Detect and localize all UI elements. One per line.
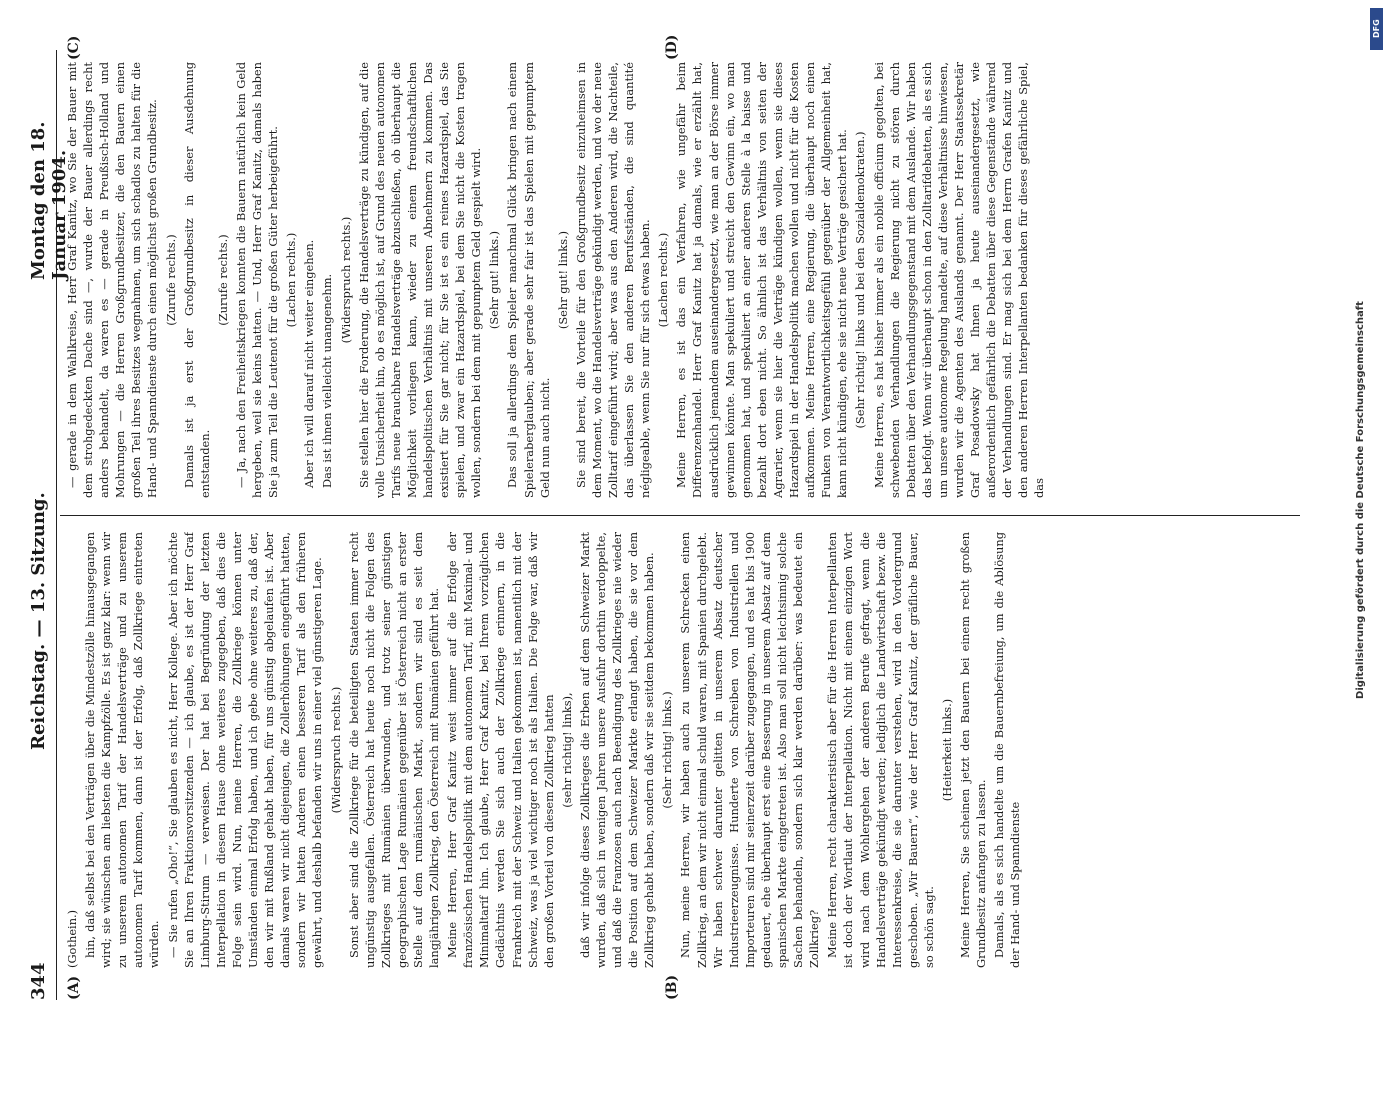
- interjection: (Lachen rechts.): [284, 232, 299, 328]
- interjection: (sehr richtig! links),: [559, 692, 574, 808]
- interjection: (Widerspruch rechts.): [338, 216, 353, 344]
- interjection: (Heiterkeit links.): [939, 698, 954, 802]
- interjection: (Sehr gut! links.): [487, 230, 502, 330]
- margin-mark-b: (B): [664, 974, 680, 1000]
- running-header: [24, 50, 70, 1000]
- paragraph: Sie sind bereit, die Vorteile für den Großgrundbesitz einzuheimsen in dem Moment, wo die Handelsverträge gekündigt werden, und wo der neue Zolltarif eingeführt wird; aber was aus den Anderen wird, die Nachteile, das überlassen Sie den anderen Berufsständen, die sind quantité négligeable, wenn Sie nur für sich etwas haben.: [573, 62, 653, 498]
- column-divider: [60, 515, 1300, 516]
- interjection: (Zurufe rechts.): [215, 234, 230, 326]
- paragraph: — gerade in dem Wahlkreise, Herr Graf Kanitz, wo Sie der Bauer mit dem strohgedeckten Dache sind —, wurde der Bauer allerdings recht anders behandelt, da waren es — gerade in Preußisch-Holland und Mohrungen — die Herren Großgrundbesitzer, die den Bauern einen großen Teil ihres Besitzes wegnahmen, um sich schadlos zu halten für die Hand- und Spanndienste durch einen möglichst großen Grundbesitz.: [65, 62, 160, 498]
- paragraph: Meine Herren, Herr Graf Kanitz weist immer auf die Erfolge der französischen Handelspolitik mit dem autonomen Tarif, mit Maximal- und Minimaltarif hin. Ich glaube, Herr Graf Kanitz, bei Ihrem vorzüglichen Gedächtnis werden Sie sich auch der Zollkriege erinnern, in die Frankreich mit der Schweiz und Italien gekommen ist, namentlich mit der Schweiz, was ja viel wichtiger noch ist als Italien. Die Folge war, daß wir den großen Vorteil von diesem Zollkrieg hatten: [445, 532, 556, 968]
- paragraph: hin, daß selbst bei den Verträgen über die Mindestzölle hinausgegangen wird; sie wünschen am liebsten die Kampfzölle. Es ist ganz klar: wenn wir zu unserem autonomen Tarif der Handelsverträge und zu unserem autonomen Tarif kommen, dann ist der Erfolg, daß Zollkriege eintreten würden.: [83, 532, 162, 968]
- header-date: Montag den 18. Januar 1904.: [28, 121, 70, 280]
- paragraph: — Ja, nach den Freiheitskriegen konnten die Bauern natürlich kein Geld hergeben, weil sie keins hatten. — Und, Herr Graf Kanitz, damals haben Sie ja zum Teil die Leutenot für die großen Güter herbeigeführt.: [233, 62, 281, 498]
- paragraph: Meine Herren, es ist das ein Verfahren, wie ungefähr beim Differenzenhandel. Herr Graf Kanitz hat ja damals, wie er erzählt hat, ausdrücklich jemandem auseinandergesetzt, wie man an der Börse immer gewinnen könnte. Man spekuliert und streicht den Gewinn ein, wo man genommen hat, und spekuliert an einer anderen Stelle à la baisse und bezahlt dort eben nicht. So ähnlich ist das Verhältnis von seiten der Agrarier, wenn sie hier die Verträge kündigen wollen, wenn sie dieses Hazardspiel in der Handelspolitik machen wollen und nicht für die Kosten aufkommen. Meine Herren, eine Regierung, die überhaupt noch einen Funken von Verantwortlichkeitsgefühl gegenüber der Allgemeinheit hat, kann nicht kündigen, ehe sie nicht neue Verträge gesichert hat.: [674, 62, 850, 498]
- paragraph: — Sie rufen „Oho!“, Sie glauben es nicht, Herr Kollege. Aber ich möchte Sie an Ihren Fraktionsvorsitzenden — ich glaube, es ist der Herr Graf Limburg-Stirum — verweisen. Der hat bei Begründung der letzten Interpellation in diesem Hause ohne weiteres zugegeben, daß dies die Folge sein wird. Nun, meine Herren, die Zollkriege können unter Umständen einmal Erfolg haben, und ich gebe ohne weiteres zu, daß der, den wir mit Rußland gehabt haben, für uns günstig abgelaufen ist. Aber damals waren wir nicht diejenigen, die Zollerhöhungen eingeführt hatten, sondern wir hatten Anderen einen besseren Tarif als den früheren gewährt, und deshalb befanden wir uns in einer viel günstigeren Lage.: [165, 532, 325, 968]
- paragraph: Damals ist ja erst der Großgrundbesitz in dieser Ausdehnung entstanden.: [181, 62, 212, 498]
- margin-mark-c: (C): [66, 35, 82, 60]
- interjection: (Widerspruch rechts.): [328, 686, 343, 814]
- paragraph: Meine Herren, Sie scheinen jetzt den Bauern bei einem recht großen Grundbesitz anfangen zu lassen.: [958, 532, 989, 968]
- paragraph: Nun, meine Herren, wir haben auch zu unserem Schrecken einen Zollkrieg, an dem wir nicht einmal schuld waren, mit Spanien durchgelebt. Wir haben schwer darunter gelitten in unserem Absatz deutscher Industrieerzeugnisse. Hunderte von Schreiben von Industriellen und Importeuren sind mir seinerzeit darüber zugegangen, und es hat bis 1900 gedauert, ehe überhaupt erst eine Besserung in unserem Absatz auf dem spanischen Markte eingetreten ist. Also man soll nicht leichtsinnig solche Sachen behandeln, sondern sich klar werden darüber: was bedeutet ein Zollkrieg?: [678, 532, 822, 968]
- margin-mark-d: (D): [664, 34, 680, 60]
- margin-mark-a: (A): [66, 975, 82, 1000]
- page-number: 344: [28, 962, 49, 1000]
- interjection: (Sehr richtig! links.): [660, 691, 675, 809]
- right-text-column: [64, 62, 1294, 498]
- paragraph: Meine Herren, es hat bisher immer als ein nobile officium gegolten, bei schwebenden Verhandlungen die Regierung nicht zu stören durch Debatten über den Verhandlungsgegenstand mit dem Auslande. Wir haben das befolgt. Wenn wir überhaupt schon in den Zolltarifdebatten, als es sich um unsere autonome Regelung handelte, auf diese Verhältnisse hinwiesen, wurden wir die Agenten des Auslands genannt. Der Herr Staatssekretär Graf Posadowsky hat Ihnen ja heute auseinandergesetzt, wie außerordentlich gefährlich die Debatten über diese Gegenstände während der Verhandlungen sind. Er mag sich bei dem Herrn Grafen Kanitz und den anderen Herren Interpellanten bedanken für dieses gefährliche Spiel, das: [871, 62, 1047, 498]
- paragraph: Sonst aber sind die Zollkriege für die beteiligten Staaten immer recht ungünstig ausgefallen. Österreich hat heute noch nicht die Folgen des Zollkrieges mit Rumänien überwunden, und trotz seiner günstigen geographischen Lage Rumänien gegenüber ist Österreich nicht an erster Stelle auf dem rumänischen Markt, sondern wir sind es seit dem langjährigen Zollkrieg, den Österreich mit Rumänien geführt hat.: [346, 532, 442, 968]
- interjection: (Sehr richtig! links und bei den Sozialdemokraten.): [853, 131, 868, 429]
- dfg-logo: DFG: [1370, 8, 1383, 50]
- document-page: [24, 34, 1354, 1000]
- interjection: (Zurufe rechts.): [163, 234, 178, 326]
- header-title: Reichstag. — 13. Sitzung.: [28, 492, 49, 750]
- speaker-name: (Gothein.): [65, 909, 79, 968]
- interjection: (Lachen rechts.): [656, 232, 671, 328]
- paragraph: Das ist ihnen vielleicht unangenehm.: [320, 273, 335, 488]
- paragraph: Das soll ja allerdings dem Spieler manchmal Glück bringen nach einem Spieleraberglauben; aber gerade sehr fair ist das Spielen mit gepumptem Geld nun auch nicht.: [505, 62, 552, 498]
- interjection: (Sehr gut! links.): [555, 230, 570, 330]
- paragraph: Sie stellen hier die Forderung, die Handelsverträge zu kündigen, auf die volle Unsicherheit hin, ob es möglich ist, auf Grund des neuen autonomen Tarifs neue brauchbare Handelsverträge abzuschließen, ob überhaupt die Möglichkeit vorliegen kann, wieder zu einem freundschaftlichen handelspolitischen Verhältnis mit unseren Abnehmern zu kommen. Das existiert für Sie gar nicht; für Sie ist es ein reines Hazardspiel, das Sie spielen, und zwar ein Hazardspiel, bei dem Sie nicht die Kosten tragen wollen, sondern bei dem mit gepumptem Geld gespielt wird.: [356, 62, 484, 498]
- paragraph: Aber ich will darauf nicht weiter eingehen.: [302, 239, 317, 488]
- paragraph: Damals, als es sich handelte um die Bauernbefreiung, um die Ablösung der Hand- und Spanndienste: [992, 532, 1023, 968]
- digitization-credit: Digitalisierung gefördert durch die Deutsche Forschungsgemeinschaft: [1355, 301, 1366, 699]
- paragraph: Meine Herren, recht charakteristisch aber für die Herren Interpellanten ist doch der Wortlaut der Interpellation. Nicht mit einem einzigen Wort wird nach dem Wohlergehen der anderen Berufe gefragt, wenn die Handelsverträge gekündigt werden; lediglich die Landwirtschaft bezw. die Interessenkreise, die sie darunter verstehen, wird in den Vordergrund geschoben. „Wir Bauern“, wie der Herr Graf Kanitz, der gräfliche Bauer, so schön sagt.: [825, 532, 936, 968]
- left-text-column: [64, 532, 1294, 968]
- paragraph: daß wir infolge dieses Zollkrieges die Erben auf dem Schweizer Markt wurden, daß sich in wenigen Jahren unsere Ausfuhr dorthin verdoppelte, und daß die Franzosen auch nach Beendigung des Zollkrieges nie wieder die Position auf dem Schweizer Markte erlangt haben, die sie vor dem Zollkrieg gehabt haben, sondern daß wir sie seitdem bekommen haben.: [577, 532, 657, 968]
